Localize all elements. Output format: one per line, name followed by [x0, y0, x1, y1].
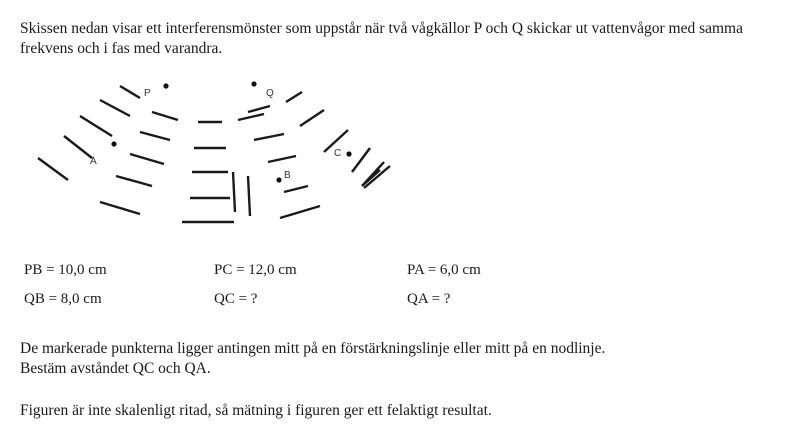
label-c: C — [334, 148, 342, 159]
point-p — [163, 83, 168, 88]
wave-stroke — [64, 136, 92, 158]
value-pc: PC = 12,0 cm — [214, 262, 297, 278]
wave-stroke — [352, 148, 370, 172]
wave-stroke — [284, 186, 308, 192]
value-qc: QC = ? — [214, 291, 258, 307]
point-q — [251, 81, 256, 86]
wave-stroke — [254, 134, 284, 140]
wave-stroke — [116, 176, 152, 186]
value-qb: QB = 8,0 cm — [24, 291, 102, 307]
value-pa: PA = 6,0 cm — [407, 262, 481, 278]
label-p: P — [144, 88, 151, 99]
value-qa: QA = ? — [407, 291, 451, 307]
scale-note: Figuren är inte skalenligt ritad, så mätning i figuren ger ett felaktigt resultat. — [20, 402, 492, 419]
instruction-line-2: Bestäm avståndet QC och QA. — [20, 360, 211, 377]
wave-stroke — [300, 110, 324, 126]
label-q: Q — [266, 88, 274, 99]
wave-stroke — [80, 116, 112, 136]
point-a — [111, 141, 116, 146]
wave-stroke — [248, 176, 250, 216]
wave-stroke — [100, 202, 140, 214]
instruction-line-1: De markerade punkterna ligger antingen mitt på en förstärkningslinje eller mitt på en nodlinje. — [20, 340, 606, 357]
interference-figure — [28, 76, 408, 236]
wave-stroke — [248, 106, 270, 112]
point-c — [346, 151, 351, 156]
wave-stroke — [120, 86, 140, 98]
label-b: B — [284, 170, 291, 181]
wave-stroke — [100, 100, 130, 116]
wave-stroke — [280, 206, 320, 218]
wave-stroke — [233, 172, 235, 212]
wave-stroke — [152, 112, 178, 120]
wave-stroke — [268, 156, 296, 162]
wave-stroke — [38, 158, 68, 180]
point-b — [276, 177, 281, 182]
wave-stroke — [140, 132, 170, 140]
intro-text: Skissen nedan visar ett interferensmönster som uppstår när två vågkällor P och Q skickar ut vattenvågor med samma frekvens och i fas med varandra. — [20, 20, 743, 57]
value-pb: PB = 10,0 cm — [24, 262, 107, 278]
wave-stroke — [286, 92, 302, 102]
label-a: A — [90, 156, 97, 167]
wave-stroke — [238, 114, 264, 120]
wave-stroke — [130, 154, 164, 164]
